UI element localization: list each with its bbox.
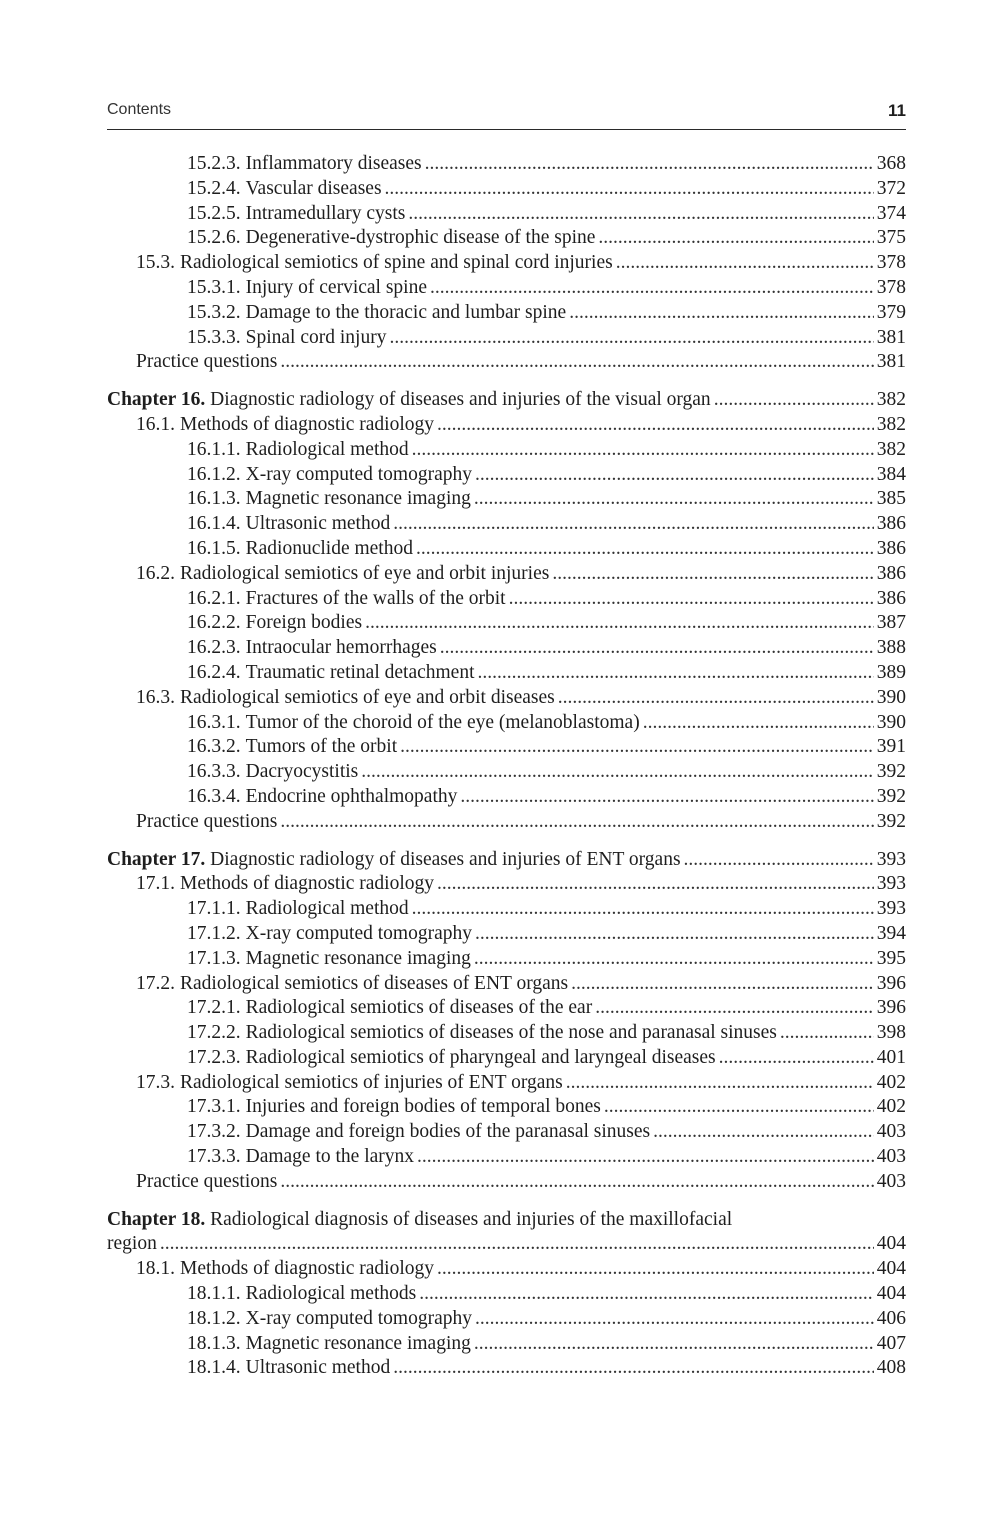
chapter-title-continuation: region	[107, 1233, 157, 1255]
toc-entry-number: 18.1.1.	[187, 1283, 241, 1305]
toc-entry-number: 16.3.1.	[187, 711, 241, 733]
dot-leader	[558, 686, 874, 711]
dot-leader	[714, 388, 874, 413]
toc-entry-text	[187, 512, 390, 537]
dot-leader	[571, 972, 874, 997]
dot-leader	[365, 611, 874, 636]
toc-subsection-entry[interactable]	[107, 226, 906, 251]
toc-entry-text	[136, 562, 549, 587]
dot-leader	[566, 1071, 874, 1096]
toc-entry-text	[136, 251, 613, 276]
toc-entry-text	[136, 810, 277, 835]
dot-leader	[475, 922, 874, 947]
toc-entry-number: 17.2.1.	[187, 997, 241, 1019]
chapter-label: Chapter 18.	[107, 1208, 206, 1230]
dot-leader	[416, 537, 874, 562]
dot-leader	[595, 996, 874, 1021]
toc-subsection-entry[interactable]	[107, 152, 906, 177]
toc-entry-number: 15.2.6.	[187, 227, 241, 249]
toc-page-number: 395	[876, 947, 906, 969]
toc-entry-number: 15.3.2.	[187, 301, 241, 323]
toc-subsection-entry[interactable]	[107, 1332, 906, 1357]
toc-page-number: 386	[876, 587, 906, 609]
toc-entry-title: X-ray computed tomography	[245, 1307, 472, 1329]
toc-entry-text	[136, 1071, 563, 1096]
toc-page-number: 378	[876, 252, 906, 274]
dot-leader	[425, 152, 874, 177]
toc-chapter-entry-continuation[interactable]	[107, 1232, 906, 1257]
toc-page-number: 402	[876, 1071, 906, 1093]
toc-section-entry[interactable]	[107, 810, 906, 835]
toc-entry-title: Tumor of the choroid of the eye (melanoblastoma)	[245, 711, 640, 733]
toc-page-number: 381	[876, 351, 906, 373]
dot-leader	[509, 587, 874, 612]
toc-entry-number: 15.2.4.	[187, 177, 241, 199]
toc-subsection-entry[interactable]	[107, 636, 906, 661]
dot-leader	[400, 735, 874, 760]
toc-page-number: 393	[876, 848, 906, 870]
toc-page-number: 393	[876, 873, 906, 895]
toc-section-entry[interactable]	[107, 1071, 906, 1096]
toc-chapter-entry[interactable]	[107, 848, 906, 873]
toc-subsection-entry[interactable]	[107, 735, 906, 760]
toc-page-number: 378	[876, 276, 906, 298]
running-header	[107, 101, 906, 130]
toc-entry-title: Radiological semiotics of diseases of ENT organs	[180, 972, 569, 994]
toc-subsection-entry[interactable]	[107, 661, 906, 686]
toc-entry-title: Magnetic resonance imaging	[245, 947, 471, 969]
toc-entry-text	[187, 996, 592, 1021]
toc-subsection-entry[interactable]	[107, 922, 906, 947]
dot-leader	[417, 1145, 874, 1170]
toc-entry-number: 17.3.1.	[187, 1096, 241, 1118]
toc-entry-number: 15.3.	[136, 252, 175, 274]
toc-entry-number: 17.1.	[136, 873, 175, 895]
toc-entry-text	[187, 1282, 416, 1307]
chapter-heading	[107, 388, 711, 413]
toc-page-number: 393	[876, 898, 906, 920]
toc-page-number: 402	[876, 1096, 906, 1118]
dot-leader	[280, 810, 873, 835]
toc-entry-title: Damage to the thoracic and lumbar spine	[245, 301, 567, 323]
dot-leader	[389, 326, 873, 351]
chapter-title: Radiological diagnosis of diseases and injuries of the maxillofacial	[210, 1208, 733, 1230]
toc-page-number: 404	[876, 1233, 906, 1255]
toc-page-number: 382	[876, 389, 906, 411]
toc-entry-text	[187, 276, 427, 301]
toc-section-entry[interactable]	[107, 562, 906, 587]
toc-entry-number: 17.1.3.	[187, 947, 241, 969]
toc-entry-number: 16.1.3.	[187, 488, 241, 510]
toc-page-number: 392	[876, 785, 906, 807]
toc-entry-text	[136, 972, 568, 997]
toc-entry-title: Radiological semiotics of injuries of ENT organs	[180, 1071, 563, 1093]
toc-entry-title: Endocrine ophthalmopathy	[245, 785, 458, 807]
toc-subsection-entry[interactable]	[107, 947, 906, 972]
dot-leader	[478, 661, 874, 686]
toc-section-entry[interactable]	[107, 251, 906, 276]
dot-leader	[419, 1282, 874, 1307]
toc-entry-text	[187, 177, 382, 202]
toc-subsection-entry[interactable]	[107, 1021, 906, 1046]
toc-page-number: 386	[876, 537, 906, 559]
toc-page-number: 404	[876, 1283, 906, 1305]
dot-leader	[385, 177, 874, 202]
toc-section-entry[interactable]	[107, 1170, 906, 1195]
toc-entry-text	[187, 1095, 601, 1120]
toc-page-number: 403	[876, 1121, 906, 1143]
toc-subsection-entry[interactable]	[107, 996, 906, 1021]
toc-entry-text	[136, 872, 434, 897]
dot-leader	[361, 760, 873, 785]
toc-entry-title: Intraocular hemorrhages	[245, 637, 437, 659]
toc-entry-text	[187, 947, 471, 972]
toc-entry-number: 16.1.1.	[187, 438, 241, 460]
toc-entry-title: Radionuclide method	[245, 537, 413, 559]
toc-entry-text	[136, 686, 555, 711]
toc-entry-title: Radiological semiotics of diseases of the nose and paranasal sinuses	[245, 1022, 777, 1044]
dot-leader	[412, 897, 874, 922]
toc-entry-number: 16.3.3.	[187, 761, 241, 783]
toc-section-entry[interactable]	[107, 686, 906, 711]
dot-leader	[604, 1095, 874, 1120]
toc-entry-number: 17.3.	[136, 1071, 175, 1093]
toc-entry-title: X-ray computed tomography	[245, 463, 472, 485]
toc-page-number: 389	[876, 661, 906, 683]
toc-entry-text	[136, 1257, 434, 1282]
toc-entry-text	[187, 785, 457, 810]
toc-page-number: 382	[876, 438, 906, 460]
toc-entry-text	[187, 1332, 471, 1357]
toc-entry-title: Radiological semiotics of diseases of the ear	[245, 997, 593, 1019]
toc-page-number: 381	[876, 326, 906, 348]
toc-subsection-entry[interactable]	[107, 202, 906, 227]
toc-entry-text	[187, 1307, 472, 1332]
dot-leader	[280, 1170, 873, 1195]
dot-leader	[437, 413, 874, 438]
toc-page-number: 406	[876, 1307, 906, 1329]
dot-leader	[437, 1257, 874, 1282]
toc-subsection-entry[interactable]	[107, 1307, 906, 1332]
toc-entry-text	[187, 326, 386, 351]
dot-leader	[393, 1356, 874, 1381]
toc-entry-text	[187, 661, 475, 686]
toc-page-number: 374	[876, 202, 906, 224]
chapter-title: Diagnostic radiology of diseases and injuries of the visual organ	[210, 389, 711, 411]
dot-leader	[598, 226, 873, 251]
toc-subsection-entry[interactable]	[107, 1095, 906, 1120]
dot-leader	[393, 512, 874, 537]
toc-section-entry[interactable]	[107, 872, 906, 897]
toc-entry-title: Practice questions	[136, 810, 278, 832]
toc-entry-number: 17.3.2.	[187, 1121, 241, 1143]
toc-entry-title: Methods of diagnostic radiology	[180, 873, 435, 895]
toc-page-number: 396	[876, 972, 906, 994]
chapter-label: Chapter 16.	[107, 389, 206, 411]
toc-entry-text	[136, 1170, 277, 1195]
toc-entry-text	[187, 1145, 414, 1170]
toc-entry-text	[187, 1120, 650, 1145]
toc-entry-text	[187, 611, 362, 636]
toc-entry-title: Traumatic retinal detachment	[245, 661, 475, 683]
toc-entry-number: 16.3.2.	[187, 736, 241, 758]
toc-entry-number: 16.2.4.	[187, 661, 241, 683]
toc-page-number: 407	[876, 1332, 906, 1354]
toc-entry-text	[187, 537, 413, 562]
toc-subsection-entry[interactable]	[107, 487, 906, 512]
toc-entry-number: 17.2.2.	[187, 1022, 241, 1044]
toc-page-number: 384	[876, 463, 906, 485]
toc-subsection-entry[interactable]	[107, 463, 906, 488]
toc-entry-number: 16.1.2.	[187, 463, 241, 485]
toc-entry-title: Radiological semiotics of spine and spinal cord injuries	[180, 252, 613, 274]
toc-chapter-entry[interactable]	[107, 1208, 906, 1233]
toc-page-number: 391	[876, 736, 906, 758]
dot-leader	[474, 1332, 874, 1357]
dot-leader	[460, 785, 873, 810]
toc-entry-title: Methods of diagnostic radiology	[180, 413, 435, 435]
dot-leader	[474, 487, 874, 512]
chapter-title: Diagnostic radiology of diseases and injuries of ENT organs	[210, 848, 681, 870]
toc-entry-title: Radiological methods	[245, 1283, 417, 1305]
toc-entry-title: Damage to the larynx	[245, 1146, 415, 1168]
dot-leader	[780, 1021, 874, 1046]
toc-entry-title: Inflammatory diseases	[245, 153, 422, 174]
toc-entry-text	[187, 760, 358, 785]
toc-entry-number: 18.1.2.	[187, 1307, 241, 1329]
toc-chapter-entry[interactable]	[107, 388, 906, 413]
toc-entry-title: Radiological semiotics of pharyngeal and laryngeal diseases	[245, 1046, 716, 1068]
dot-leader	[412, 438, 874, 463]
dot-leader	[437, 872, 874, 897]
toc-subsection-entry[interactable]	[107, 1145, 906, 1170]
toc-subsection-entry[interactable]	[107, 326, 906, 351]
toc-entry-title: X-ray computed tomography	[245, 922, 472, 944]
toc-entry-title: Dacryocystitis	[245, 761, 359, 783]
dot-leader	[430, 276, 874, 301]
toc-subsection-entry[interactable]	[107, 512, 906, 537]
toc-entry-number: 16.2.	[136, 562, 175, 584]
toc-entry-number: 15.3.1.	[187, 276, 241, 298]
toc-page-number: 386	[876, 513, 906, 535]
toc-subsection-entry[interactable]	[107, 1046, 906, 1071]
toc-entry-number: 16.1.4.	[187, 513, 241, 535]
toc-page-number: 390	[876, 711, 906, 733]
toc-entry-number: 16.2.3.	[187, 637, 241, 659]
dot-leader	[474, 947, 874, 972]
toc-page-number: 408	[876, 1357, 906, 1379]
toc-entry-number: 15.2.5.	[187, 202, 241, 224]
toc-subsection-entry[interactable]	[107, 785, 906, 810]
toc-page-number: 398	[876, 1022, 906, 1044]
toc-entry-title: Ultrasonic method	[245, 513, 391, 535]
toc-subsection-entry[interactable]	[107, 587, 906, 612]
toc-entry-text	[136, 350, 277, 375]
dot-leader	[569, 301, 874, 326]
toc-entry-title: Injuries and foreign bodies of temporal bones	[245, 1096, 601, 1118]
chapter-heading	[107, 848, 681, 873]
toc-page-number: 382	[876, 413, 906, 435]
toc-entry-number: 15.3.3.	[187, 326, 241, 348]
toc-page-number: 388	[876, 637, 906, 659]
toc-subsection-entry[interactable]	[107, 1282, 906, 1307]
toc-entry-title: Damage and foreign bodies of the paranasal sinuses	[245, 1121, 651, 1143]
dot-leader	[653, 1120, 874, 1145]
toc-entry-title: Fractures of the walls of the orbit	[245, 587, 506, 609]
running-header-title: Contents	[107, 101, 172, 118]
toc-page-number: 372	[876, 177, 906, 199]
toc-entry-title: Intramedullary cysts	[245, 202, 406, 224]
toc-entry-title: Magnetic resonance imaging	[245, 1332, 471, 1354]
dot-leader	[719, 1046, 874, 1071]
toc-page-number: 392	[876, 810, 906, 832]
toc-entry-number: 17.3.3.	[187, 1146, 241, 1168]
toc-entry-text	[187, 897, 409, 922]
dot-leader	[616, 251, 874, 276]
toc-page-number: 403	[876, 1170, 906, 1192]
toc-entry-number: 17.2.	[136, 972, 175, 994]
page-number: 11	[888, 101, 906, 120]
dot-leader	[440, 636, 874, 661]
table-of-contents	[107, 152, 906, 1381]
toc-page-number: 401	[876, 1046, 906, 1068]
toc-entry-number: 17.1.2.	[187, 922, 241, 944]
toc-section-entry[interactable]	[107, 350, 906, 375]
toc-entry-text	[187, 1046, 716, 1071]
toc-entry-number: 17.1.1.	[187, 898, 241, 920]
toc-entry-text	[187, 735, 397, 760]
toc-entry-number: 18.1.	[136, 1258, 175, 1280]
toc-entry-title: Radiological method	[245, 438, 409, 460]
toc-subsection-entry[interactable]	[107, 276, 906, 301]
toc-entry-title: Degenerative-dystrophic disease of the spine	[245, 227, 596, 249]
toc-entry-text	[187, 636, 437, 661]
toc-page-number: 387	[876, 612, 906, 634]
dot-leader	[280, 350, 873, 375]
toc-page-number: 385	[876, 488, 906, 510]
toc-entry-text	[187, 438, 409, 463]
toc-entry-number: 18.1.4.	[187, 1357, 241, 1379]
toc-entry-title: Tumors of the orbit	[245, 736, 398, 758]
toc-subsection-entry[interactable]	[107, 1356, 906, 1381]
dot-leader	[475, 463, 874, 488]
toc-page-number: 379	[876, 301, 906, 323]
toc-entry-text	[187, 1021, 777, 1046]
toc-entry-text	[187, 922, 472, 947]
toc-subsection-entry[interactable]	[107, 611, 906, 636]
toc-page-number: 403	[876, 1146, 906, 1168]
dot-leader	[475, 1307, 874, 1332]
toc-entry-number: 16.2.1.	[187, 587, 241, 609]
toc-entry-title: Radiological method	[245, 898, 409, 920]
toc-entry-title: Practice questions	[136, 1170, 278, 1192]
toc-entry-title: Radiological semiotics of eye and orbit injuries	[180, 562, 550, 584]
dot-leader	[684, 848, 874, 873]
toc-entry-number: 16.3.	[136, 686, 175, 708]
dot-leader	[408, 202, 873, 227]
toc-section-entry[interactable]	[107, 972, 906, 997]
toc-entry-number: 16.3.4.	[187, 785, 241, 807]
toc-entry-title: Practice questions	[136, 351, 278, 373]
toc-entry-text	[187, 1356, 390, 1381]
toc-entry-title: Methods of diagnostic radiology	[180, 1258, 435, 1280]
toc-subsection-entry[interactable]	[107, 177, 906, 202]
toc-subsection-entry[interactable]	[107, 438, 906, 463]
toc-entry-title: Ultrasonic method	[245, 1357, 391, 1379]
toc-entry-text	[187, 152, 422, 177]
toc-entry-number: 15.2.3.	[187, 153, 241, 174]
toc-page-number: 386	[876, 562, 906, 584]
toc-entry-text	[187, 463, 472, 488]
toc-subsection-entry[interactable]	[107, 301, 906, 326]
toc-subsection-entry[interactable]	[107, 537, 906, 562]
chapter-heading	[107, 1209, 732, 1230]
toc-page-number: 394	[876, 922, 906, 944]
toc-entry-number: 17.2.3.	[187, 1046, 241, 1068]
toc-page-number: 404	[876, 1258, 906, 1280]
toc-entry-title: Spinal cord injury	[245, 326, 387, 348]
toc-entry-text	[187, 301, 566, 326]
toc-section-entry[interactable]	[107, 413, 906, 438]
toc-subsection-entry[interactable]	[107, 1120, 906, 1145]
toc-entry-title: Vascular diseases	[245, 177, 382, 199]
toc-section-entry[interactable]	[107, 1257, 906, 1282]
dot-leader	[643, 711, 874, 736]
toc-entry-text	[187, 487, 471, 512]
toc-entry-number: 16.2.2.	[187, 612, 241, 634]
toc-entry-number: 18.1.3.	[187, 1332, 241, 1354]
toc-entry-title: Injury of cervical spine	[245, 276, 428, 298]
toc-page-number: 390	[876, 686, 906, 708]
toc-entry-number: 16.1.5.	[187, 537, 241, 559]
toc-entry-text	[187, 587, 506, 612]
toc-page-number: 396	[876, 997, 906, 1019]
chapter-label: Chapter 17.	[107, 848, 206, 870]
toc-page-number: 392	[876, 761, 906, 783]
toc-entry-title: Radiological semiotics of eye and orbit diseases	[180, 686, 555, 708]
toc-page-number: 375	[876, 227, 906, 249]
toc-subsection-entry[interactable]	[107, 897, 906, 922]
toc-page-number: 368	[876, 153, 906, 174]
toc-entry-number: 16.1.	[136, 413, 175, 435]
toc-entry-text	[136, 413, 434, 438]
dot-leader	[160, 1232, 874, 1257]
toc-entry-title: Foreign bodies	[245, 612, 363, 634]
toc-subsection-entry[interactable]	[107, 760, 906, 785]
toc-entry-title: Magnetic resonance imaging	[245, 488, 471, 510]
toc-subsection-entry[interactable]	[107, 711, 906, 736]
dot-leader	[552, 562, 873, 587]
toc-entry-text	[187, 226, 595, 251]
toc-entry-text	[187, 202, 405, 227]
toc-entry-text	[187, 711, 640, 736]
